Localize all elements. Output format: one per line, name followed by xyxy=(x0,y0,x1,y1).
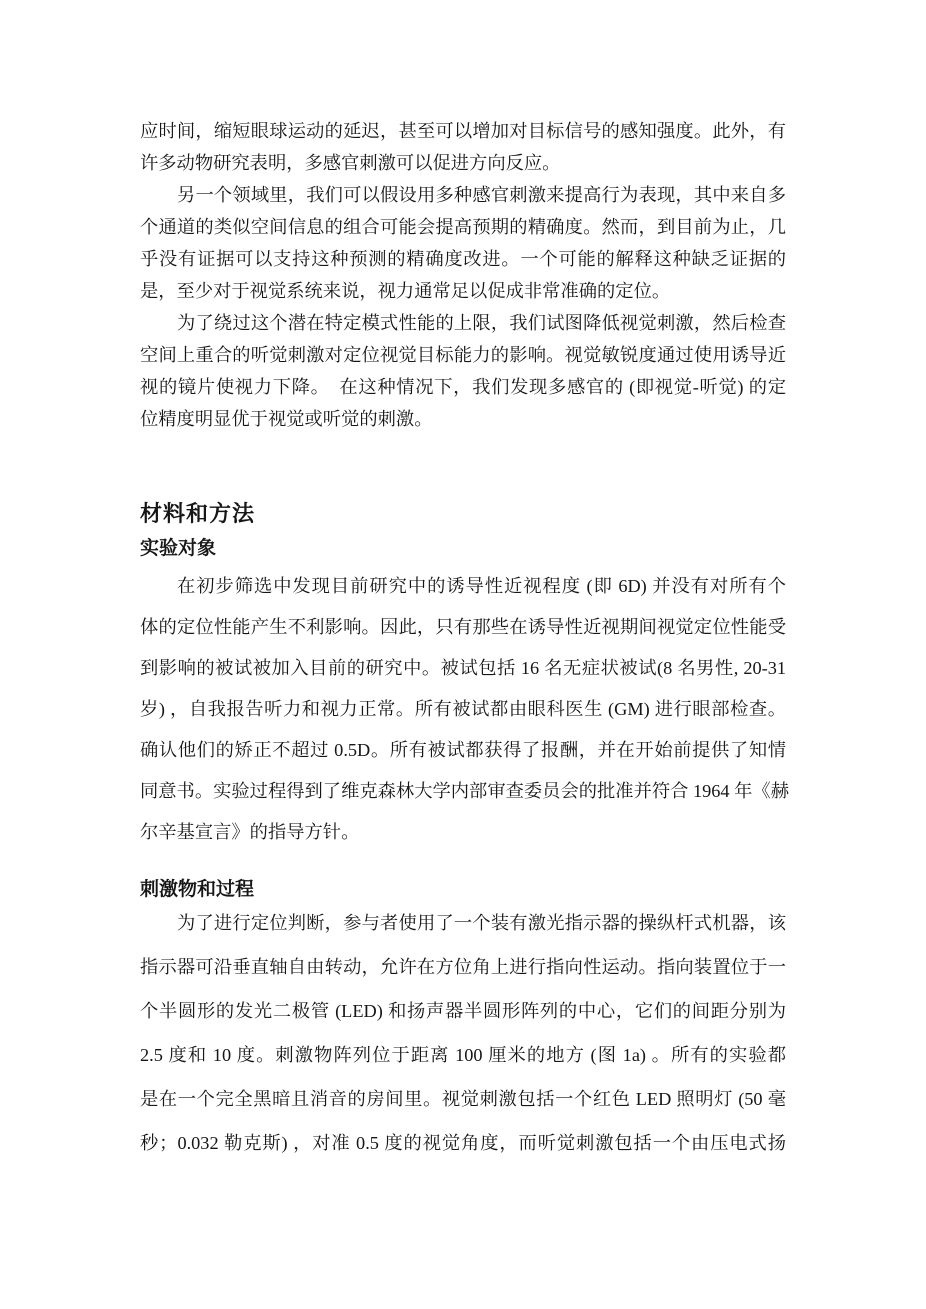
paragraph xyxy=(140,115,786,179)
text-line: 是，至少对于视觉系统来说，视力通常足以促成非常准确的定位。 xyxy=(140,281,671,301)
text-line: 许多动物研究表明，多感官刺激可以促进方向反应。 xyxy=(140,153,561,173)
section-heading-main: 材料和方法 xyxy=(140,501,256,526)
text-line: 另一个领域里，我们可以假设用多种感官刺激来提高行为表现，其中来自多 xyxy=(177,185,786,205)
text-line: 在初步筛选中发现目前研究中的诱导性近视程度 (即 6D) 并没有对所有个 xyxy=(177,576,786,596)
document-body xyxy=(140,0,789,1165)
text-line: 视的镜片使视力下降。 在这种情况下，我们发现多感官的 (即视觉-听觉) 的定 xyxy=(140,377,786,397)
text-line: 位精度明显优于视觉或听觉的刺激。 xyxy=(140,409,433,429)
text-line: 2.5 度和 10 度。刺激物阵列位于距离 100 厘米的地方 (图 1a) 。所有的实验都 xyxy=(140,1045,786,1065)
text-line: 是在一个完全黑暗且消音的房间里。视觉刺激包括一个红色 LED 照明灯 (50 毫 xyxy=(140,1089,786,1109)
text-line: 为了绕过这个潜在特定模式性能的上限，我们试图降低视觉刺激，然后检查 xyxy=(177,313,786,333)
paragraph xyxy=(140,566,789,853)
text-line: 为了进行定位判断，参与者使用了一个装有激光指示器的操纵杆式机器，该 xyxy=(177,913,786,933)
text-line: 到影响的被试被加入目前的研究中。被试包括 16 名无症状被试(8 名男性, 20-31 xyxy=(140,658,786,678)
section-heading-sub: 实验对象 xyxy=(140,538,217,559)
paragraph xyxy=(140,307,786,435)
text-line: 指示器可沿垂直轴自由转动，允许在方位角上进行指向性运动。指向装置位于一 xyxy=(140,957,786,977)
text-line: 乎没有证据可以支持这种预测的精确度改进。一个可能的解释这种缺乏证据的 xyxy=(140,249,786,269)
text-line: 同意书。实验过程得到了维克森林大学内部审查委员会的批准并符合 1964 年《赫 xyxy=(140,781,789,801)
text-line: 秒；0.032 勒克斯) ，对准 0.5 度的视觉角度，而听觉刺激包括一个由压电式扬 xyxy=(140,1133,786,1153)
text-line: 岁) ，自我报告听力和视力正常。所有被试都由眼科医生 (GM) 进行眼部检查。 xyxy=(140,699,786,719)
text-line: 应时间，缩短眼球运动的延迟，甚至可以增加对目标信号的感知强度。此外，有 xyxy=(140,121,786,141)
paragraph xyxy=(140,901,786,1165)
text-line: 尔辛基宣言》的指导方针。 xyxy=(140,822,360,842)
text-line: 空间上重合的听觉刺激对定位视觉目标能力的影响。视觉敏锐度通过使用诱导近 xyxy=(140,345,786,365)
text-line: 个半圆形的发光二极管 (LED) 和扬声器半圆形阵列的中心，它们的间距分别为 xyxy=(140,1001,786,1021)
text-line: 个通道的类似空间信息的组合可能会提高预期的精确度。然而，到目前为止，几 xyxy=(140,217,786,237)
paragraph xyxy=(140,179,786,307)
text-line: 体的定位性能产生不利影响。因此，只有那些在诱导性近视期间视觉定位性能受 xyxy=(140,617,786,637)
text-line: 确认他们的矫正不超过 0.5D。所有被试都获得了报酬，并在开始前提供了知情 xyxy=(140,740,786,760)
section-heading-sub: 刺激物和过程 xyxy=(140,879,255,900)
